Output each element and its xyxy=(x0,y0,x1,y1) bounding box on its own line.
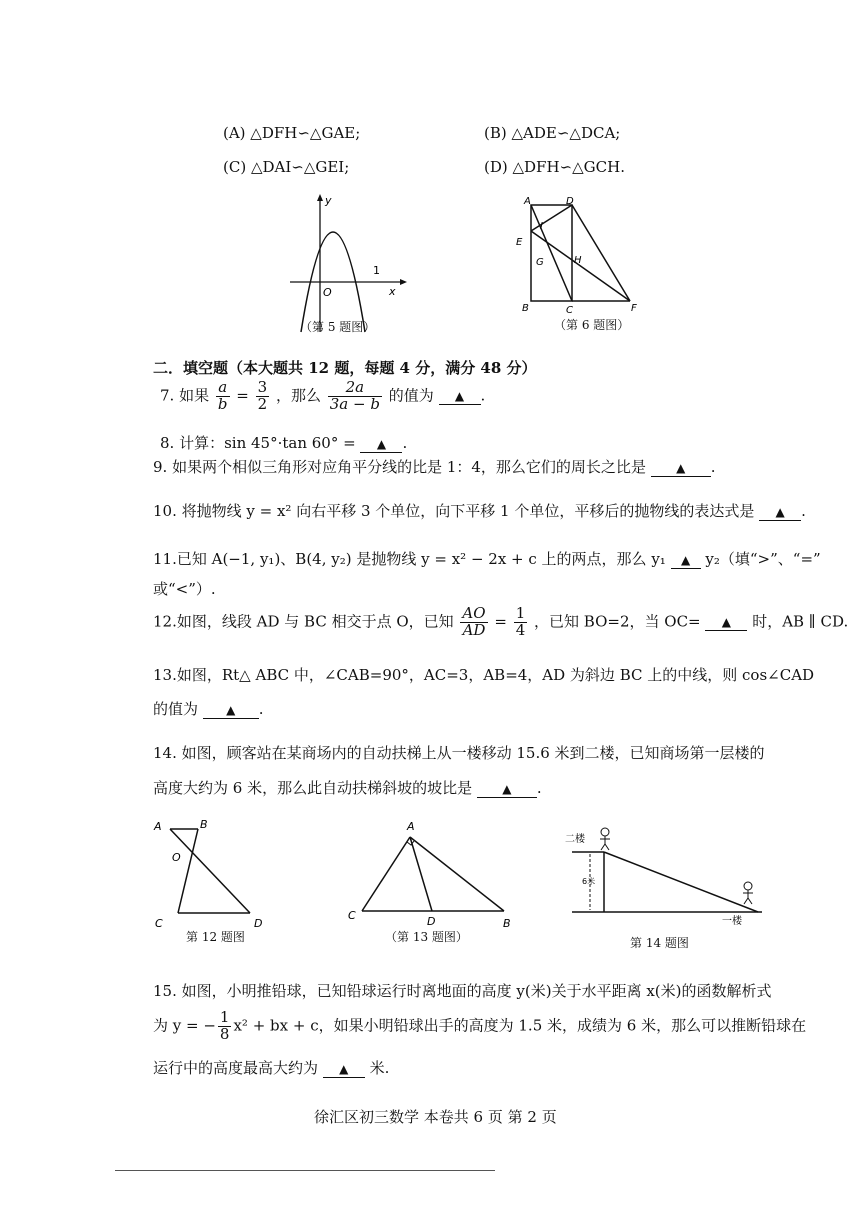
question-11 xyxy=(153,548,821,569)
q7-fraction-ab: $\frac{a}{b}$ xyxy=(217,378,228,413)
choice-b: (B) △ADE∽△DCA; xyxy=(484,124,621,142)
q7-text-2: ，那么 xyxy=(275,386,321,405)
choice-c: (C) △DAI∽△GEI; xyxy=(223,158,350,176)
section-2-title: 二．填空题（本大题共 12 题，每题 4 分，满分 48 分） xyxy=(153,359,537,377)
question-9: 9. 如果两个相似三角形对应角平分线的比是 1：4，那么它们的周长之比是 ▲ . xyxy=(153,458,716,476)
fig5-one-label: 1 xyxy=(373,264,380,277)
fig12-label-o: O xyxy=(172,851,181,864)
q12-text-3: 时，AB ∥ CD. xyxy=(752,612,849,631)
fig6-label-e: E xyxy=(516,237,523,248)
fig6-label-i: I xyxy=(540,221,543,232)
fig5-y-label: y xyxy=(325,194,332,207)
fig5-x-label: x xyxy=(389,285,396,298)
fig6-label-d: D xyxy=(566,196,574,207)
question-15: 15. 如图，小明推铅球，已知铅球运行时离地面的高度 y(米)关于水平距离 x(米)的函数解析式 xyxy=(153,982,772,1000)
fig12-label-a: A xyxy=(154,820,162,833)
q8-answer-blank[interactable]: ▲ xyxy=(360,434,402,453)
q10-text: 10. 将抛物线 y = x² 向右平移 3 个单位，向下平移 1 个单位，平移后的抛物线的表达式是 xyxy=(153,502,755,520)
q12-fraction-quarter: $\frac{1}{4}$ xyxy=(515,604,526,639)
figure-12-geometry xyxy=(150,815,270,940)
question-14: 14. 如图，顾客站在某商场内的自动扶梯上从一楼移动 15.6 米到二楼，已知商场第一层楼的 xyxy=(153,744,765,762)
page-footer: 徐汇区初三数学 本卷共 6 页 第 2 页 xyxy=(314,1108,557,1126)
q12-equals: = xyxy=(494,612,507,631)
question-12 xyxy=(153,606,848,639)
q12-text-2: ，已知 BO=2，当 OC= xyxy=(534,612,701,631)
q15-answer-blank[interactable]: ▲ xyxy=(323,1059,365,1078)
fig14-second-floor-label: 二楼 xyxy=(565,834,585,845)
q11-text-1: 11.已知 A(−1, y₁)、B(4, y₂) 是抛物线 y = x² − 2x + c 上的两点，那么 y₁ xyxy=(153,550,666,568)
fig6-label-a: A xyxy=(524,196,531,207)
q7-fraction-expr: $\frac{2a}{3a - b}$ xyxy=(329,378,380,413)
q12-answer-blank[interactable]: ▲ xyxy=(705,612,747,631)
fig6-label-g: G xyxy=(536,257,544,268)
q11-line-2: 或“<”）. xyxy=(153,580,216,598)
q7-fraction-32: $\frac{3}{2}$ xyxy=(257,378,268,413)
q9-answer-blank[interactable]: ▲ xyxy=(651,458,711,477)
q12-text-1: 12.如图，线段 AD 与 BC 相交于点 O，已知 xyxy=(153,612,454,631)
q7-number: 7. xyxy=(160,386,175,405)
fig6-label-h: H xyxy=(574,255,582,266)
q14-line-2: 高度大约为 6 米，那么此自动扶梯斜坡的坡比是 ▲ . xyxy=(153,779,542,797)
figure-6-geometry xyxy=(512,193,647,318)
fig13-caption: （第 13 题图） xyxy=(385,930,468,944)
figure-14-escalator xyxy=(562,822,772,932)
fig13-label-b: B xyxy=(503,917,511,930)
fig5-origin-label: O xyxy=(323,286,332,299)
question-8: 8. 计算：sin 45°·tan 60° = ▲ . xyxy=(160,434,408,452)
fig6-label-c: C xyxy=(566,305,573,316)
q15-line-2: 为 y = − $\frac{1}{8}$ x² + bx + c，如果小明铅球出手的高度为 1.5 米，成绩为 6 米，那么可以推断铅球在 xyxy=(153,1008,807,1043)
q10-answer-blank[interactable]: ▲ xyxy=(759,502,801,521)
q14-answer-blank[interactable]: ▲ xyxy=(477,779,537,798)
fig12-label-b: B xyxy=(200,818,208,831)
choice-d: (D) △DFH∽△GCH. xyxy=(484,158,625,176)
fig12-label-c: C xyxy=(155,917,163,930)
question-13: 13.如图，Rt△ ABC 中，∠CAB=90°，AC=3，AB=4，AD 为斜边 BC 上的中线，则 cos∠CAD xyxy=(153,666,815,684)
q7-text-3: 的值为 xyxy=(388,386,434,405)
fig13-label-c: C xyxy=(348,909,356,922)
q13-line-2: 的值为 ▲ . xyxy=(153,700,264,718)
q7-text-1: 如果 xyxy=(179,386,210,405)
question-10: 10. 将抛物线 y = x² 向右平移 3 个单位，向下平移 1 个单位，平移后的抛物线的表达式是 ▲ . xyxy=(153,502,806,520)
q13-answer-blank[interactable]: ▲ xyxy=(203,700,259,719)
fig12-caption: 第 12 题图 xyxy=(186,930,245,944)
q11-text-2: y₂（填“>”、“=” xyxy=(705,550,821,568)
q7-equals: = xyxy=(236,386,249,405)
q7-answer-blank[interactable]: ▲ xyxy=(439,386,481,405)
fig6-label-b: B xyxy=(522,303,529,314)
q15-line-3: 运行中的高度最高大约为 ▲ 米. xyxy=(153,1059,390,1077)
fig13-label-d: D xyxy=(427,915,436,928)
q15-fraction-eighth: $\frac{1}{8}$ xyxy=(219,1008,230,1043)
fig6-label-f: F xyxy=(631,303,637,314)
fig6-caption: （第 6 题图） xyxy=(554,318,630,332)
q12-fraction-ao-ad: $\frac{AO}{AD}$ xyxy=(462,604,486,639)
q11-answer-blank[interactable]: ▲ xyxy=(671,550,701,569)
q9-text: 9. 如果两个相似三角形对应角平分线的比是 1：4，那么它们的周长之比是 xyxy=(153,458,646,476)
fig13-label-a: A xyxy=(407,820,415,833)
q8-text: 8. 计算：sin 45°·tan 60° = xyxy=(160,434,356,452)
bottom-rule xyxy=(115,1170,495,1171)
fig14-caption: 第 14 题图 xyxy=(630,936,689,950)
fig5-caption: （第 5 题图） xyxy=(300,320,376,334)
fig14-height-label: 6米 xyxy=(582,877,596,886)
question-7: 7. 如果 $\frac{a}{b}$ = $\frac{3}{2}$ ，那么 $\frac{2a}{3a - b}$ 的值为 ▲ . xyxy=(160,378,486,413)
fig14-first-floor-label: 一楼 xyxy=(722,916,742,927)
figure-13-triangle xyxy=(340,815,520,930)
fig12-label-d: D xyxy=(254,917,263,930)
choice-a: (A) △DFH∽△GAE; xyxy=(223,124,361,142)
